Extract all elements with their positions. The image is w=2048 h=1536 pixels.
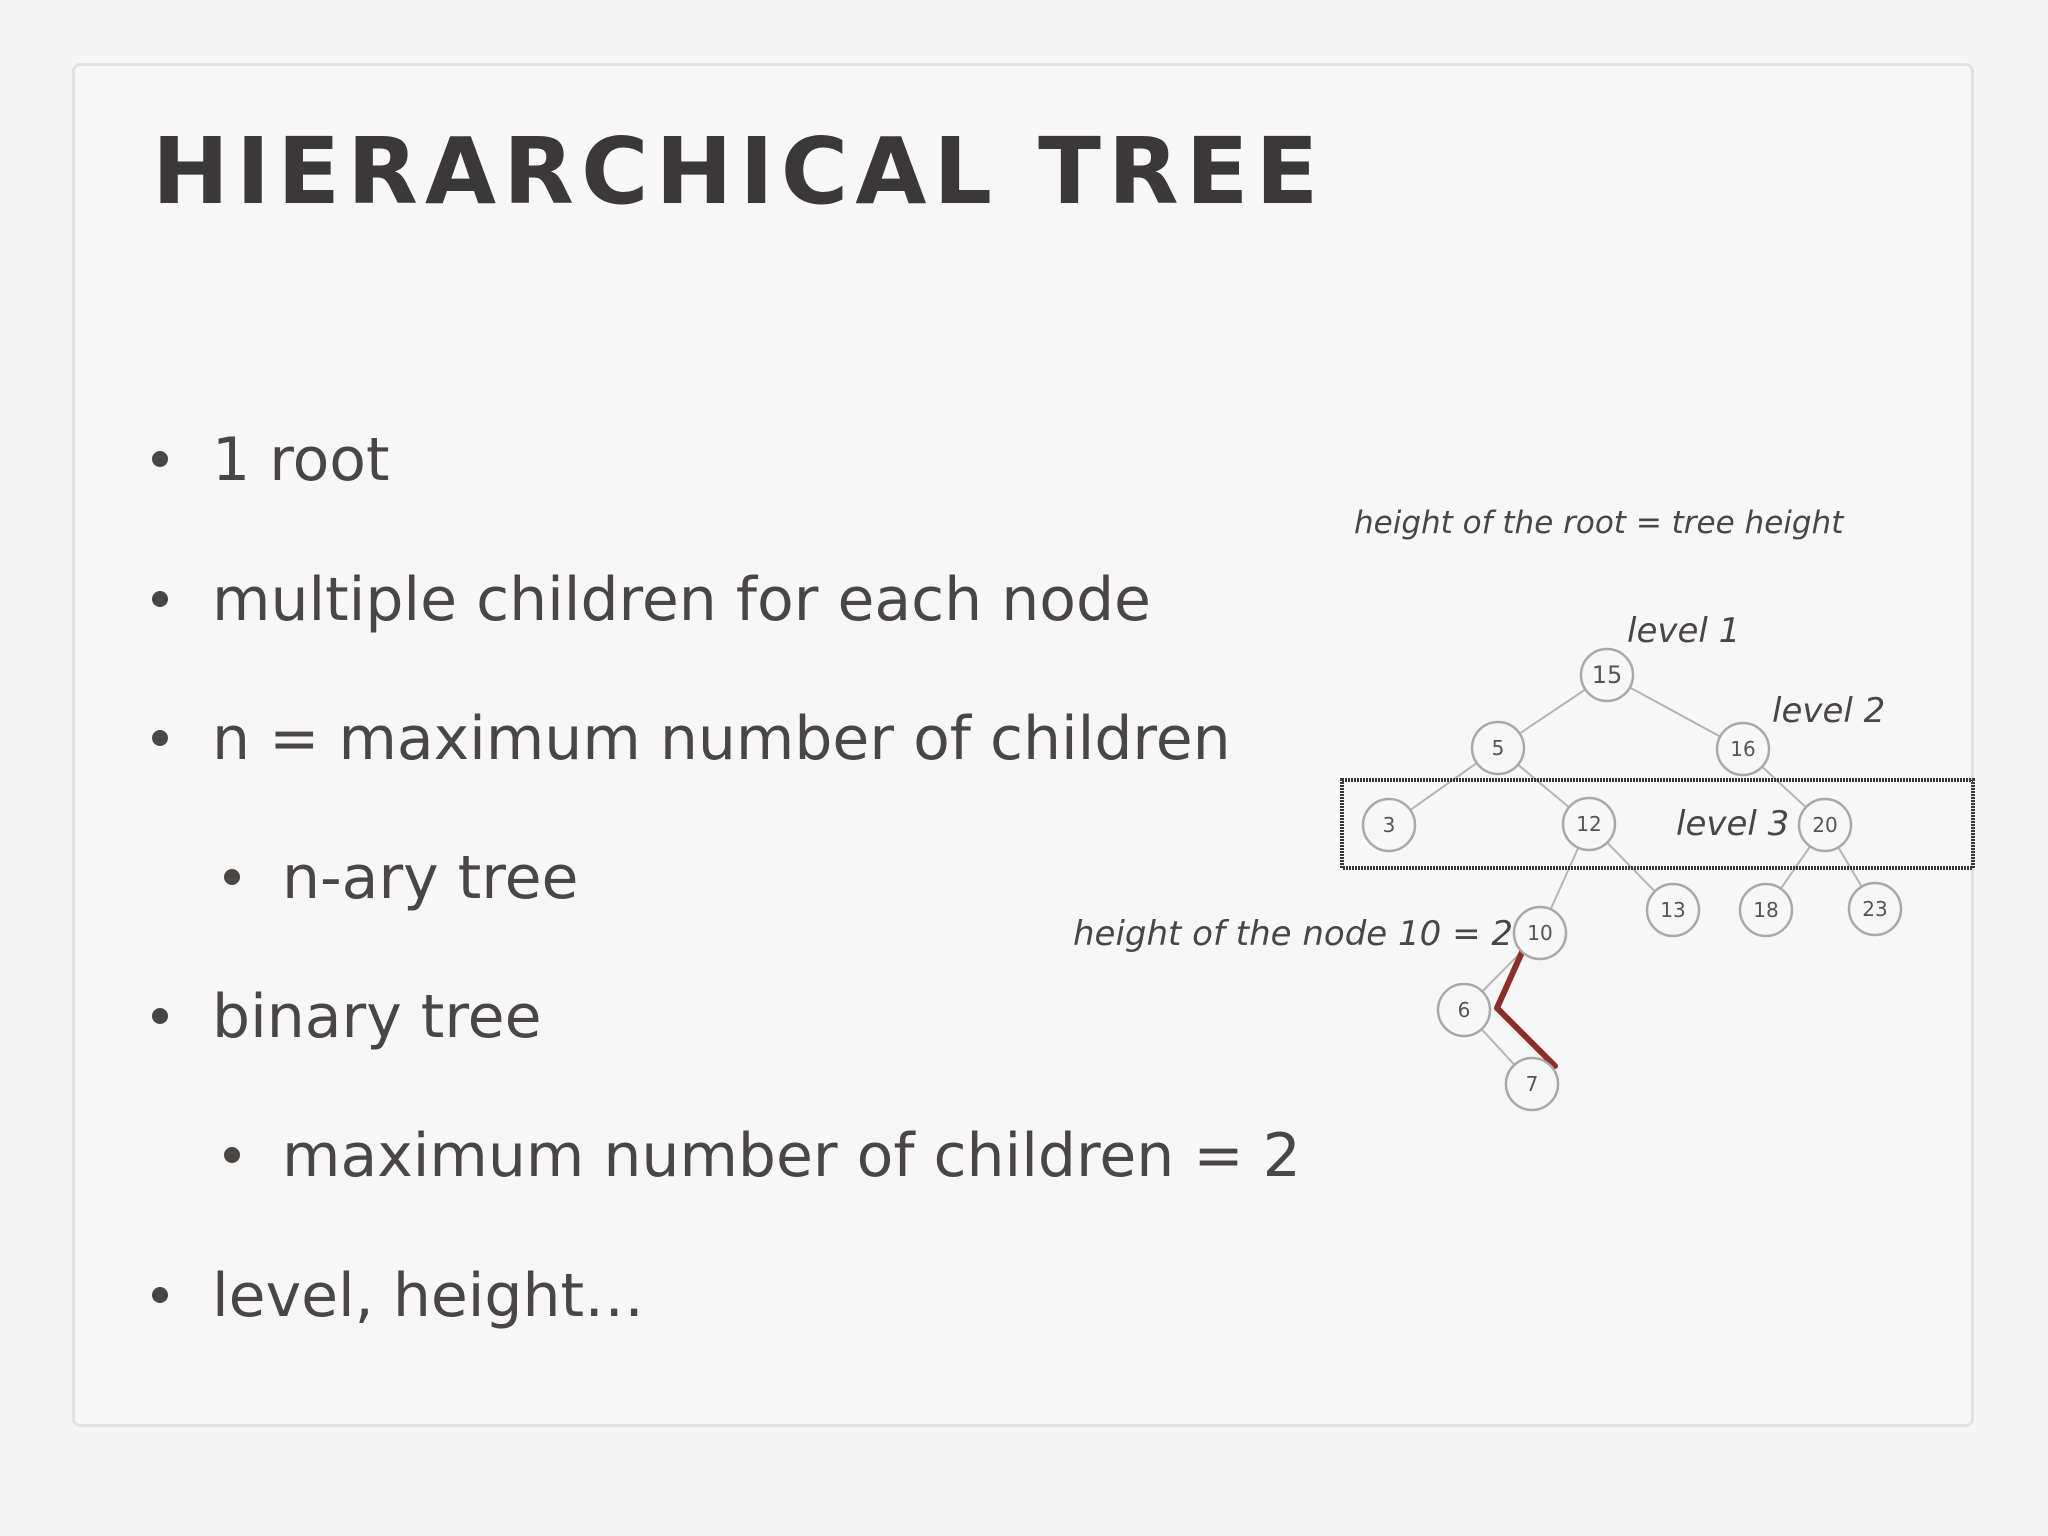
bullet-text: n-ary tree bbox=[282, 843, 579, 913]
node-label: 7 bbox=[1525, 1072, 1539, 1096]
node-label: 5 bbox=[1491, 736, 1505, 760]
tree-node bbox=[1717, 723, 1769, 775]
node-label: 13 bbox=[1660, 898, 1686, 922]
tree-node bbox=[1799, 799, 1851, 851]
node-label: 3 bbox=[1382, 813, 1396, 837]
bullet-text: n = maximum number of children bbox=[212, 704, 1231, 774]
tree-node bbox=[1506, 1058, 1558, 1110]
tree-node bbox=[1363, 799, 1415, 851]
node-label: 23 bbox=[1862, 897, 1888, 921]
tree-node bbox=[1563, 798, 1615, 850]
node-label: 15 bbox=[1591, 661, 1623, 689]
tree-node bbox=[1514, 907, 1566, 959]
tree-node bbox=[1472, 722, 1524, 774]
tree-node bbox=[1438, 984, 1490, 1036]
tree-node bbox=[1740, 884, 1792, 936]
node-label: 18 bbox=[1753, 898, 1779, 922]
node-label: 16 bbox=[1730, 737, 1756, 761]
node-label: 20 bbox=[1812, 813, 1838, 837]
bullet-text: 1 root bbox=[212, 425, 390, 495]
slide-title: HIERARCHICAL TREE bbox=[152, 118, 1326, 225]
node-label: 10 bbox=[1527, 921, 1553, 945]
node-label: 12 bbox=[1576, 812, 1602, 836]
node-height-annotation: height of the node 10 = 2 bbox=[1073, 914, 1514, 954]
bullet-text: binary tree bbox=[212, 982, 542, 1052]
tree-node bbox=[1849, 883, 1901, 935]
bullet-text: maximum number of children = 2 bbox=[282, 1121, 1301, 1191]
level-3-box bbox=[1342, 780, 1973, 868]
bullet-text: level, height… bbox=[212, 1261, 645, 1331]
bullet-text: multiple children for each node bbox=[212, 565, 1151, 635]
level-1-label: level 1 bbox=[1627, 611, 1741, 651]
tree-node bbox=[1647, 884, 1699, 936]
tree-node bbox=[1581, 649, 1633, 701]
root-height-annotation: height of the root = tree height bbox=[1354, 505, 1844, 541]
level-3-label: level 3 bbox=[1676, 804, 1790, 844]
node-label: 6 bbox=[1457, 998, 1471, 1022]
level-2-label: level 2 bbox=[1772, 691, 1886, 731]
